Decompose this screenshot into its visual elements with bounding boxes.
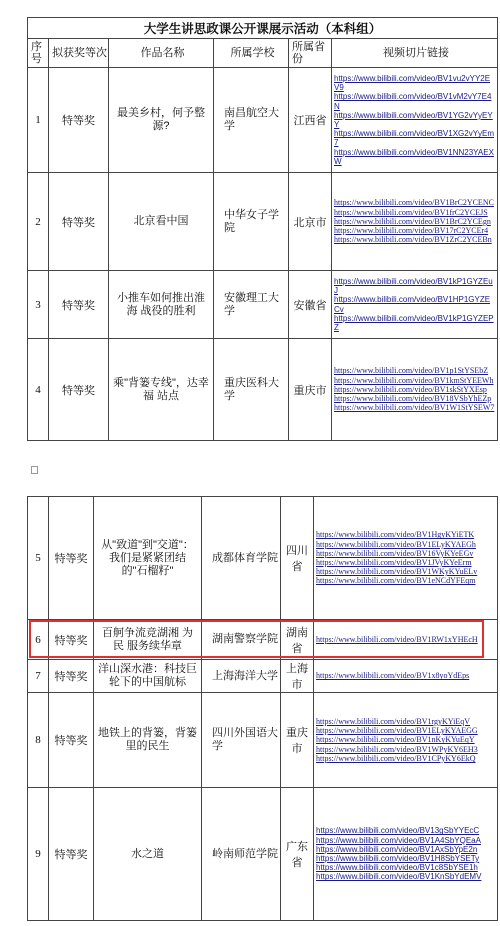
work-title: 水之道: [94, 788, 202, 921]
video-link[interactable]: https://www.bilibili.com/video/BV16VyKYeEGv: [316, 548, 474, 558]
header-school: 所属学校: [214, 39, 289, 68]
school-name: 上海海洋大学: [202, 660, 281, 693]
header-province: 所属省份: [289, 39, 332, 68]
continuation-table: [27, 496, 498, 921]
video-link[interactable]: https://www.bilibili.com/video/BV1kP1GYZEPZ: [334, 313, 494, 332]
video-link[interactable]: https://www.bilibili.com/video/BV17rC2YCEr4: [334, 226, 489, 236]
province-name: 上海市: [281, 660, 314, 693]
row-number: 9: [28, 788, 49, 921]
row-number: 5: [28, 497, 49, 620]
province-name: 江西省: [289, 68, 332, 173]
school-name: 南昌航空大学: [214, 68, 289, 173]
work-title: 最美乡村，何予整源?: [109, 68, 214, 173]
video-link[interactable]: https://www.bilibili.com/video/BV1kmStYEEWh: [334, 375, 494, 385]
video-link[interactable]: https://www.bilibili.com/video/BV1x8yoYdEps: [316, 671, 470, 681]
video-links-cell: [314, 660, 498, 693]
header-links: 视频切片链接: [332, 39, 498, 68]
school-name: 成都体育学院: [202, 497, 281, 620]
highlight-box: [29, 620, 484, 658]
header-award: 拟获奖等次: [49, 39, 109, 68]
row-number: 2: [28, 173, 49, 271]
video-link[interactable]: https://www.bilibili.com/video/BV1eNCdYFEqm: [316, 576, 476, 586]
video-links-cell: [332, 339, 498, 441]
work-title: 从"致道"到"交道"：我们是紧紧团结的"石榴籽": [94, 497, 202, 620]
table-row: [28, 788, 498, 921]
paragraph-marker: [31, 466, 38, 474]
award-level: 特等奖: [49, 660, 94, 693]
school-name: 岭南师范学院: [202, 788, 281, 921]
video-link[interactable]: https://www.bilibili.com/video/BV1skStYXEsp: [334, 384, 487, 394]
undergrad-table: [27, 17, 498, 441]
video-links-cell: [314, 693, 498, 788]
header-work: 作品名称: [109, 39, 214, 68]
video-link[interactable]: https://www.bilibili.com/video/BV1JVyKYeErm: [316, 558, 472, 567]
video-link[interactable]: https://www.bilibili.com/video/BV18VSbYhEZp: [334, 394, 492, 404]
video-link[interactable]: https://www.bilibili.com/video/BV1BrC2YCENC: [334, 198, 494, 208]
province-name: 安徽省: [289, 271, 332, 339]
video-link[interactable]: https://www.bilibili.com/video/BV1H8SbYSETy: [316, 854, 480, 863]
video-link[interactable]: https://www.bilibili.com/video/BV1ELyKYAEGh: [316, 539, 476, 549]
table-row: [28, 173, 498, 271]
row-number: 8: [28, 693, 49, 788]
video-link[interactable]: https://www.bilibili.com/video/BV1AxSbYpE2n: [316, 844, 478, 854]
school-name: 重庆医科大学: [214, 339, 289, 441]
video-link[interactable]: https://www.bilibili.com/video/BV1ELyKYAEGG: [316, 726, 478, 736]
award-level: 特等奖: [49, 788, 94, 921]
video-link[interactable]: https://www.bilibili.com/video/BV1c8SbYSE1h: [316, 863, 478, 873]
video-link[interactable]: https://www.bilibili.com/video/BV1p1StYSEbZ: [334, 366, 489, 376]
video-link[interactable]: https://www.bilibili.com/video/BV1rgyKYiEqV: [316, 716, 470, 726]
table-row: [28, 693, 498, 788]
school-name: 四川外国语大学: [202, 693, 281, 788]
work-title: 百舸争流竞湖湘 为民 服务续华章: [94, 620, 202, 660]
video-link[interactable]: https://www.bilibili.com/video/BV1vM2vY7E4N: [334, 92, 492, 111]
video-link[interactable]: https://www.bilibili.com/video/BV1CPyKY6EkQ: [316, 753, 476, 763]
video-link[interactable]: https://www.bilibili.com/video/BV1vu2vYY2EV9: [334, 73, 491, 93]
video-link[interactable]: https://www.bilibili.com/video/BV1WPyKY6EH3: [316, 744, 478, 754]
province-name: 重庆市: [289, 339, 332, 441]
school-name: 中华女子学院: [214, 173, 289, 271]
school-name: 安徽理工大学: [214, 271, 289, 339]
award-level: 特等奖: [49, 693, 94, 788]
row-number: 6: [28, 620, 49, 660]
province-name: 重庆市: [281, 693, 314, 788]
video-link[interactable]: https://www.bilibili.com/video/BV1A4SbYQEaA: [316, 835, 481, 845]
award-level: 特等奖: [49, 620, 94, 660]
work-title: 地铁上的背篓，背篓 里的民生: [94, 693, 202, 788]
video-link[interactable]: https://www.bilibili.com/video/BV1frC2YCEJS: [334, 207, 488, 217]
video-link[interactable]: https://www.bilibili.com/video/BV1XG2vYyEm7: [334, 129, 495, 148]
row-number: 4: [28, 339, 49, 441]
video-link[interactable]: https://www.bilibili.com/video/BV1HgyKYiETK: [316, 530, 475, 540]
province-name: 广东省: [281, 788, 314, 921]
video-link[interactable]: https://www.bilibili.com/video/BV1BrC2YCEgn: [334, 216, 491, 226]
row-number: 3: [28, 271, 49, 339]
video-link[interactable]: https://www.bilibili.com/video/BV1nKyKYuEqY: [316, 735, 475, 745]
work-title: 乘"背篓专线"，达幸福 站点: [109, 339, 214, 441]
province-name: 湖南省: [281, 620, 314, 660]
video-link[interactable]: https://www.bilibili.com/video/BV1HP1GYZECv: [334, 295, 491, 314]
award-level: 特等奖: [49, 68, 109, 173]
video-link[interactable]: https://www.bilibili.com/video/BV1NN23YAEXW: [334, 147, 494, 166]
school-name: 湖南警察学院: [202, 620, 281, 660]
award-level: 特等奖: [49, 339, 109, 441]
video-links-cell: [332, 271, 498, 339]
video-links-cell: [314, 788, 498, 921]
video-links-cell: [332, 173, 498, 271]
work-title: 小推车如何推出淮海 战役的胜利: [109, 271, 214, 339]
video-link[interactable]: https://www.bilibili.com/video/BV1W1StYSEW7: [334, 403, 495, 413]
table-row: [28, 497, 498, 620]
row-number: 7: [28, 660, 49, 693]
table-row: [28, 68, 498, 173]
video-link[interactable]: https://www.bilibili.com/video/BV1KnSbYdEMV: [316, 872, 482, 882]
video-link[interactable]: https://www.bilibili.com/video/BV1YG2vYyEYY: [334, 110, 493, 129]
video-link[interactable]: https://www.bilibili.com/video/BV13gSbYYEcC: [316, 826, 480, 836]
video-links-cell: [332, 68, 498, 173]
province-name: 北京市: [289, 173, 332, 271]
award-level: 特等奖: [49, 497, 94, 620]
video-links-cell: [314, 497, 498, 620]
table-row: [28, 339, 498, 441]
table-row: [28, 271, 498, 339]
work-title: 北京看中国: [109, 173, 214, 271]
table-title: 大学生讲思政课公开课展示活动（本科组）: [28, 18, 498, 39]
header-no: 序号: [28, 39, 49, 68]
video-link[interactable]: https://www.bilibili.com/video/BV1WKyKYuELv: [316, 567, 478, 577]
award-level: 特等奖: [49, 271, 109, 339]
province-name: 四川省: [281, 497, 314, 620]
work-title: 洋山深水港：科技巨 轮下的中国航标: [94, 660, 202, 693]
video-link[interactable]: https://www.bilibili.com/video/BV1RW1xYHEcH: [316, 634, 478, 644]
video-link[interactable]: https://www.bilibili.com/video/BV1kP1GYZEuJ: [334, 276, 493, 296]
table-row: [28, 660, 498, 693]
row-number: 1: [28, 68, 49, 173]
video-link[interactable]: https://www.bilibili.com/video/BV1ZrC2YCEBn: [334, 235, 492, 245]
award-level: 特等奖: [49, 173, 109, 271]
